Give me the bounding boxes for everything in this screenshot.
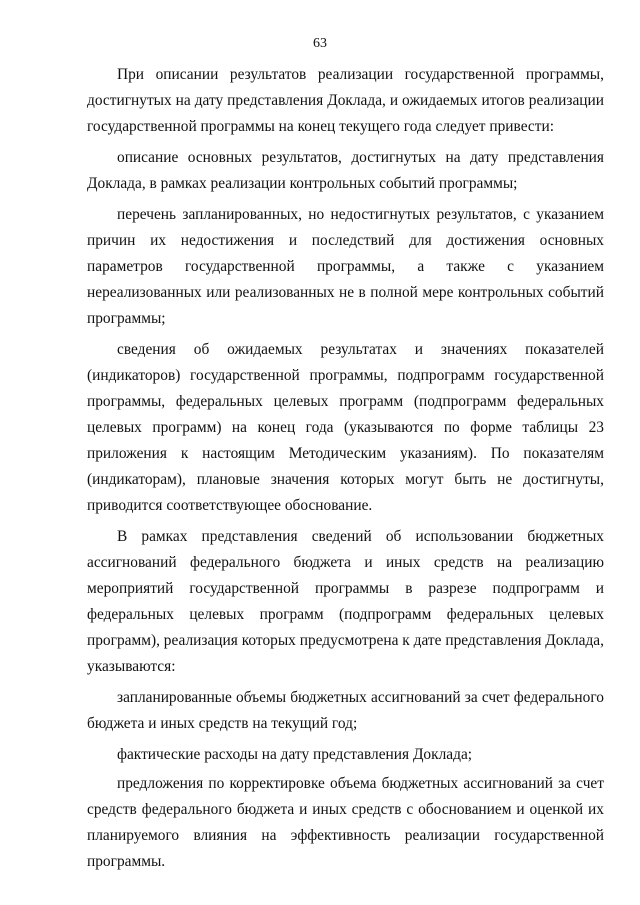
paragraph-expected-indicators: сведения об ожидаемых результатах и значениях показателей (индикаторов) государственной программы, подпрограмм государственной программы, федеральных целевых программ (подпрограмм федеральных целевых программ) на конец года (указываются по форме таблицы 23 приложения к настоящим Методическим указаниям). По показателям (индикаторам), плановые значения которых могут быть не достигнуты, приводится соответствующее обоснование. bbox=[87, 341, 604, 514]
paragraph-budget-usage: В рамках представления сведений об использовании бюджетных ассигнований федерального бюджета и иных средств на реализацию мероприятий государственной программы в разрезе подпрограмм и федеральных целевых программ (подпрограмм федеральных целевых программ), реализация которых предусмотрена к дате представления Доклада, указываются: bbox=[87, 528, 604, 675]
paragraph-adjustment-proposals: предложения по корректировке объема бюджетных ассигнований за счет средств федерального бюджета и иных средств с обоснованием и оценкой их планируемого влияния на эффективность реализации государственной программы. bbox=[87, 775, 604, 870]
paragraph-unachieved-results: перечень запланированных, но недостигнутых результатов, с указанием причин их недостижения и последствий для достижения основных параметров государственной программы, а также с указанием нереализованных или реализованных не в полной мере контрольных событий программы; bbox=[87, 206, 604, 327]
paragraph-main-results: описание основных результатов, достигнутых на дату представления Доклада, в рамках реализации контрольных событий программы; bbox=[87, 149, 604, 192]
paragraph-planned-allocations: запланированные объемы бюджетных ассигнований за счет федерального бюджета и иных средств на текущий год; bbox=[87, 689, 604, 732]
paragraph-actual-expenses: фактические расходы на дату представления Доклада; bbox=[117, 746, 473, 763]
page-number: 63 bbox=[313, 36, 327, 51]
paragraph-intro: При описании результатов реализации государственной программы, достигнутых на дату представления Доклада, и ожидаемых итогов реализации государственной программы на конец текущего года следует привести: bbox=[87, 66, 604, 135]
document-body bbox=[87, 62, 604, 875]
